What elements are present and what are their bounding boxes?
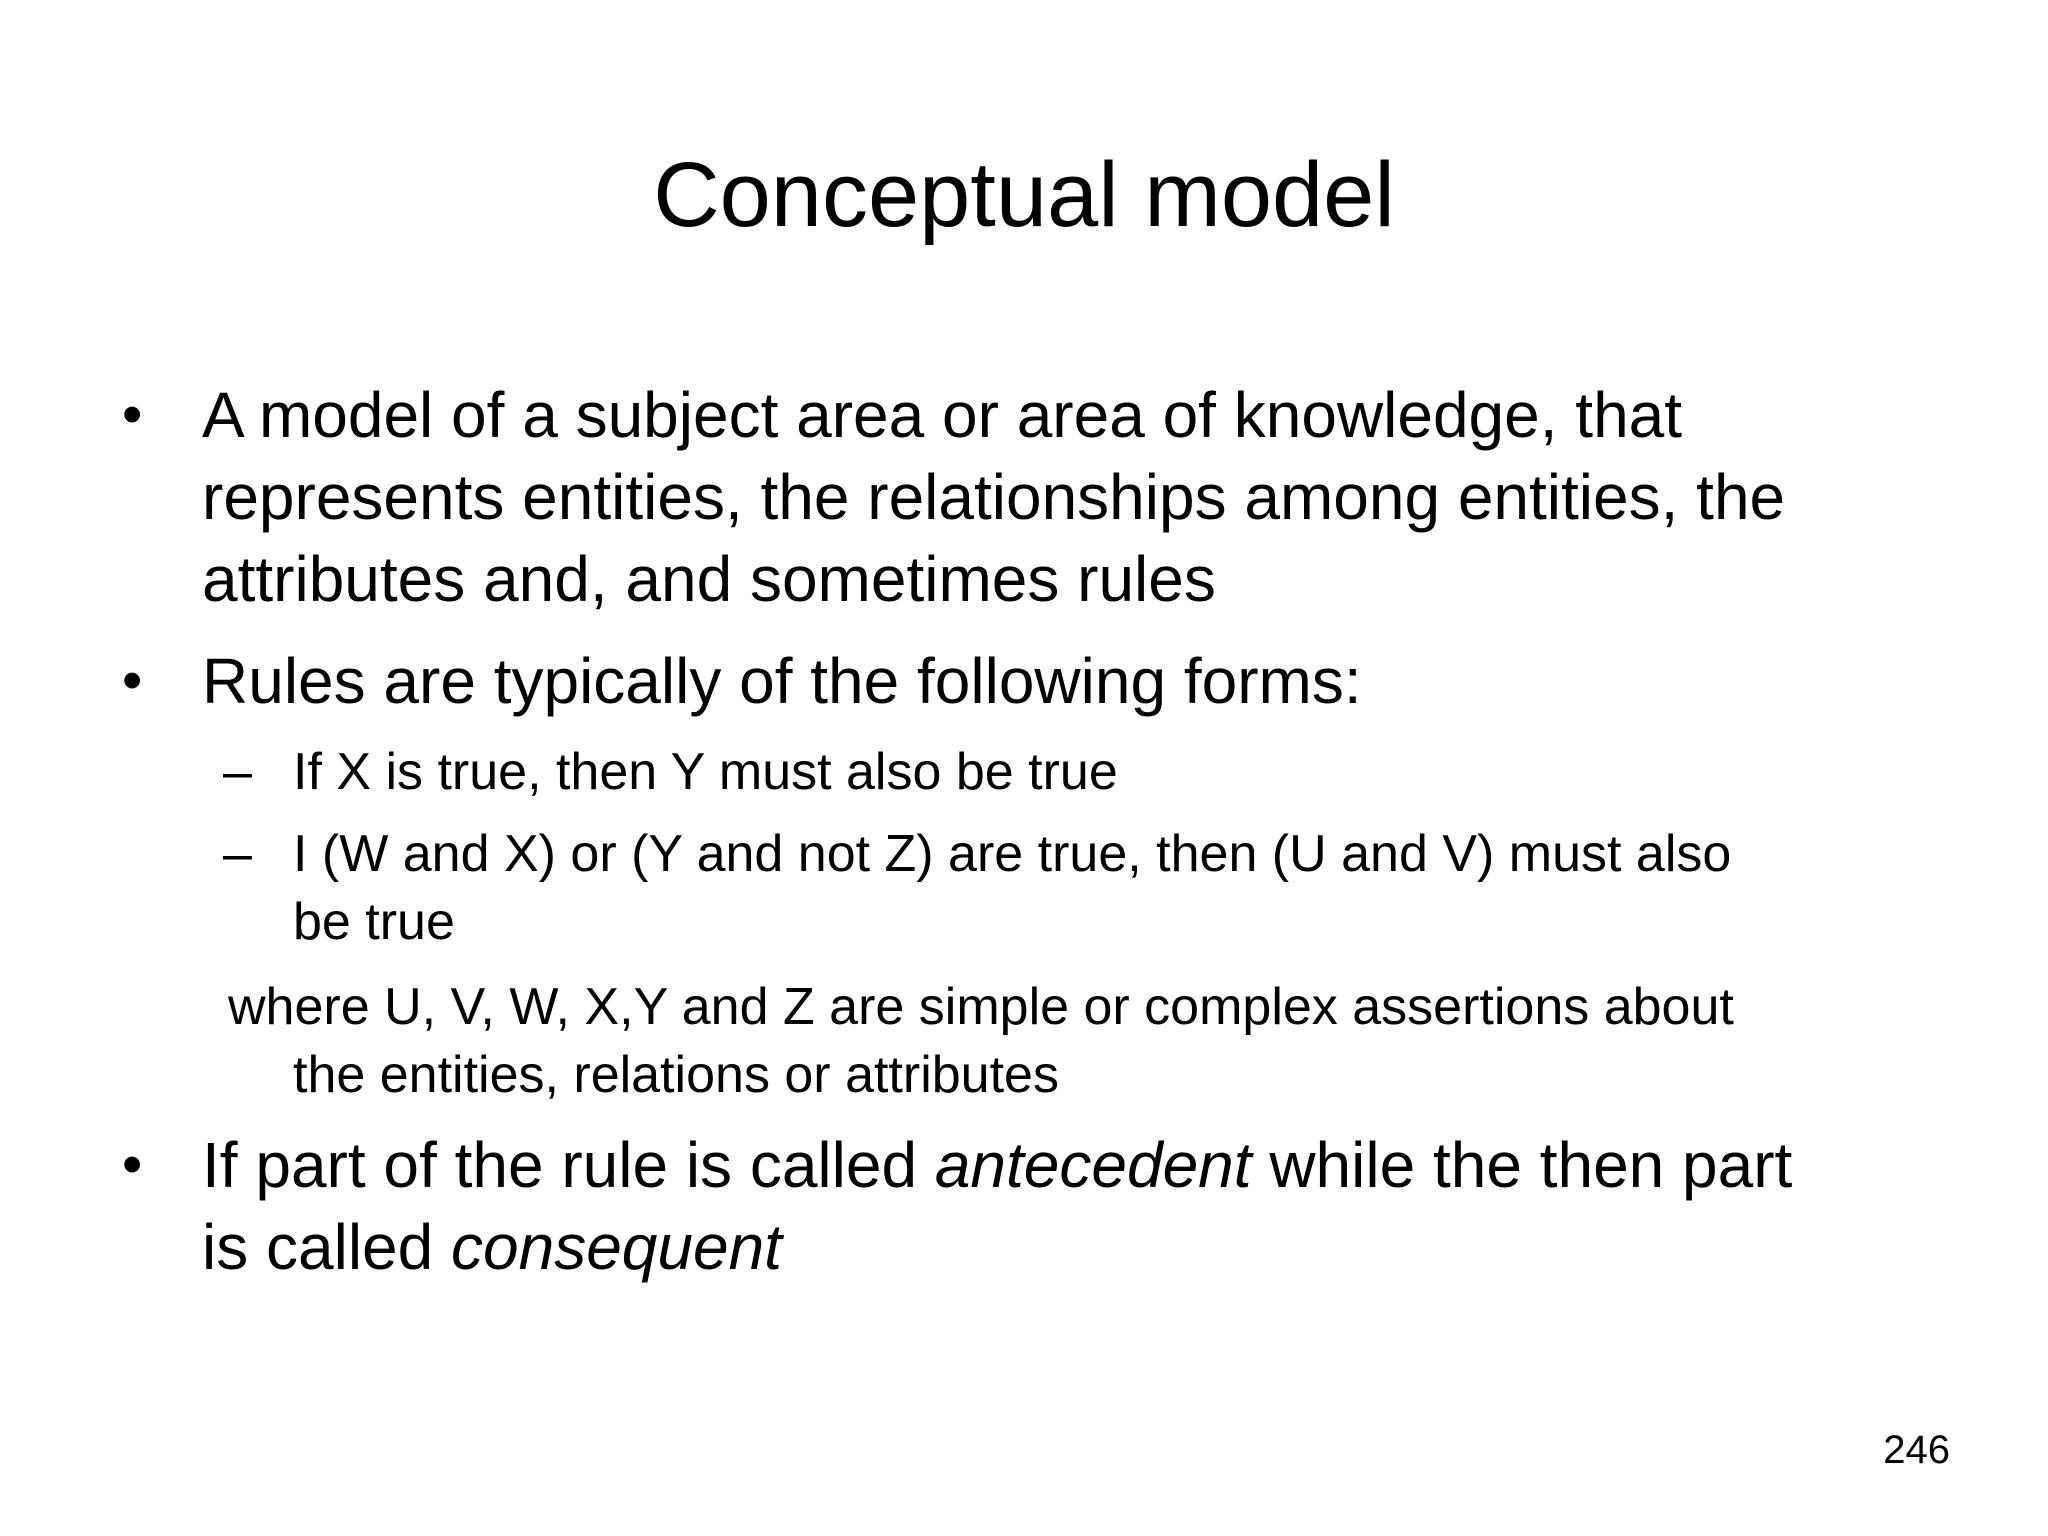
bullet-line	[202, 1206, 1962, 1288]
bullet-marker: •	[122, 382, 143, 447]
sub-bullet-line: If X is true, then Y must also be true	[293, 743, 1118, 801]
bullet-text	[202, 640, 1962, 722]
bullet-text-segment: If part of the rule is called	[202, 1129, 935, 1201]
antecedent-term: antecedent	[934, 1129, 1252, 1201]
consequent-term: consequent	[451, 1211, 782, 1283]
bullet-marker: •	[122, 1132, 143, 1197]
sub-bullet-line: I (W and X) or (Y and not Z) are true, then (U and V) must also	[293, 825, 1732, 883]
page-number: 246	[1883, 1428, 1950, 1472]
sub-bullet-line: be true	[293, 893, 455, 951]
bullet-line	[202, 1124, 1962, 1206]
bullet-marker: •	[122, 648, 143, 713]
bullet-text-segment: while the then part	[1251, 1129, 1793, 1201]
sub-bullet-text	[293, 820, 1731, 956]
note-line: where U, V, W, X,Y and Z are simple or complex assertions about	[228, 978, 1734, 1036]
note-line: the entities, relations or attributes	[293, 1046, 1059, 1104]
sub-bullet-text	[293, 738, 1118, 806]
dash-marker: –	[223, 743, 252, 801]
bullet-line: attributes and, and sometimes rules	[202, 543, 1216, 615]
bullet-line: A model of a subject area or area of knowledge, that	[202, 379, 1683, 451]
slide-title: Conceptual model	[653, 144, 1395, 246]
bullet-text-segment: is called	[202, 1211, 451, 1283]
bullet-text	[202, 1124, 1962, 1288]
bullet-text	[202, 374, 1962, 620]
bullet-line: represents entities, the relationships among entities, the	[202, 461, 1786, 533]
bullet-line: Rules are typically of the following forms:	[202, 645, 1362, 717]
dash-marker: –	[223, 825, 252, 883]
